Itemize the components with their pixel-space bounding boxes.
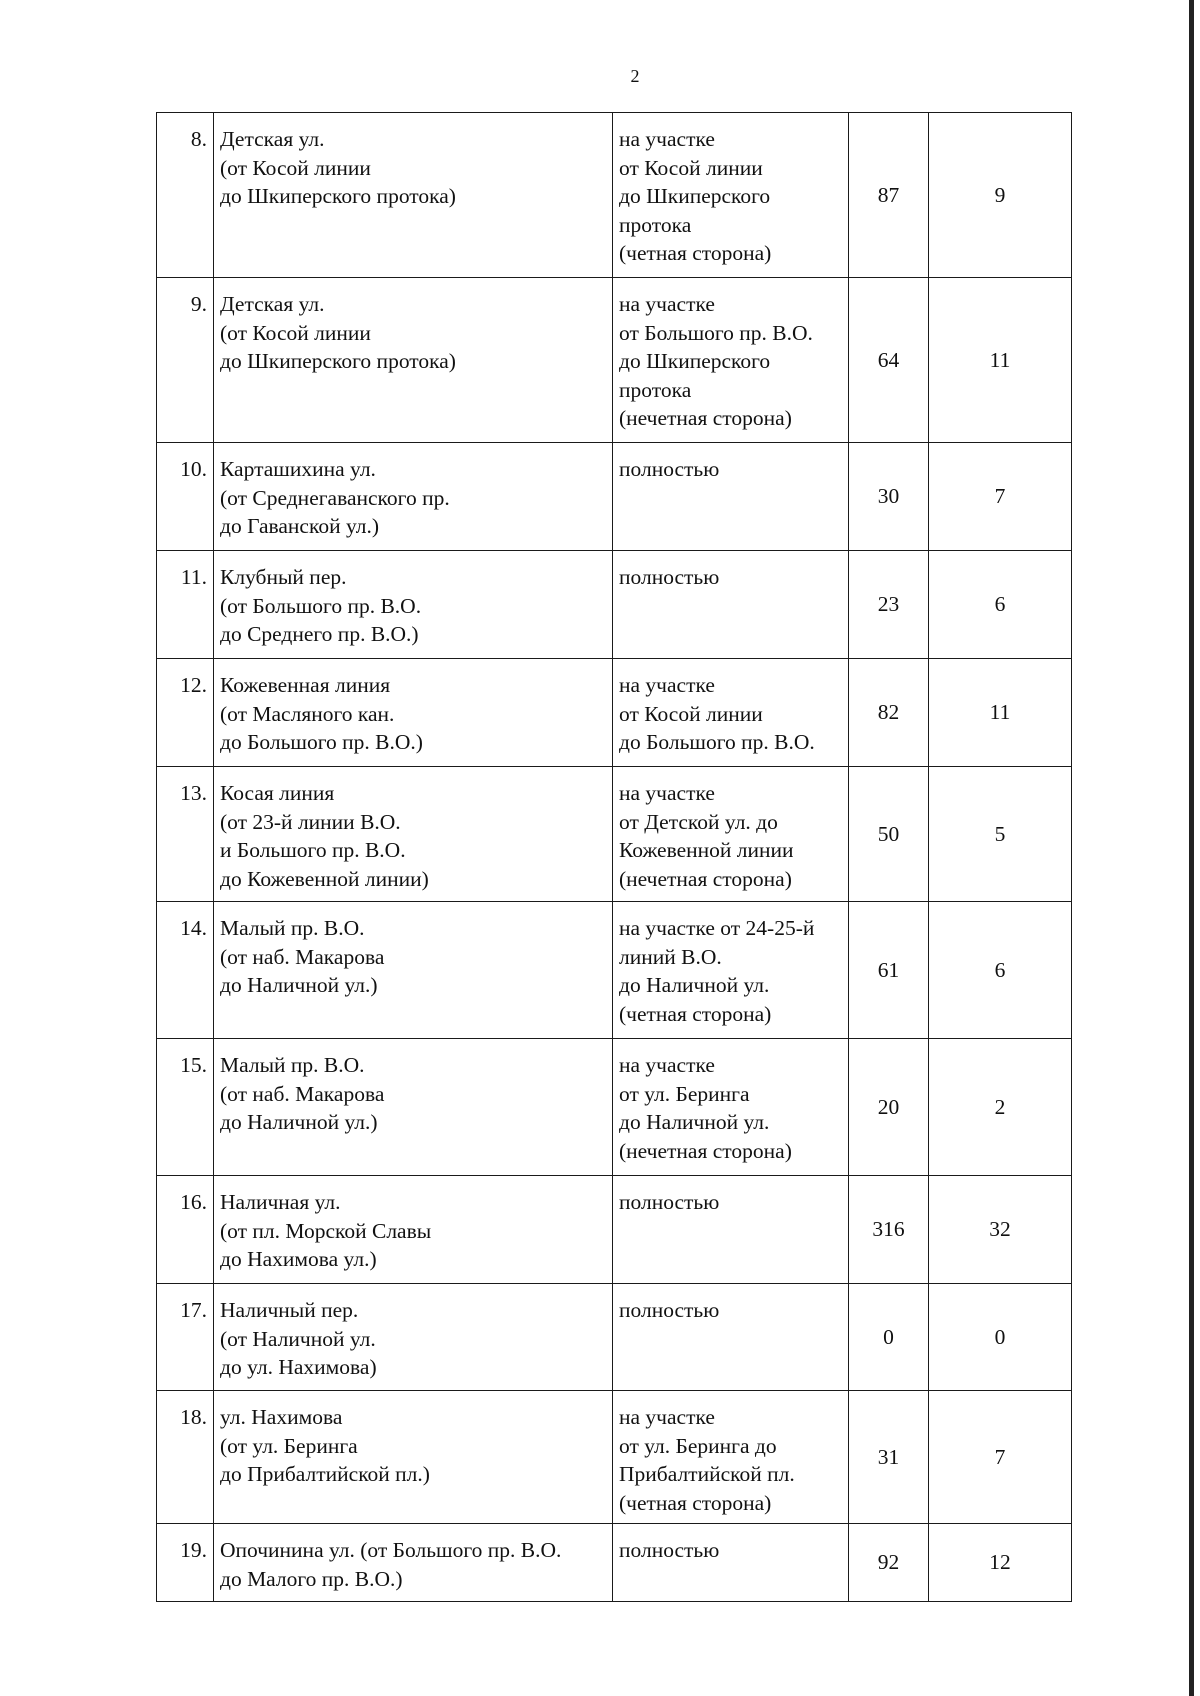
- value-cell-1: 61: [849, 902, 929, 1039]
- table-row: [157, 1284, 1072, 1391]
- section-line: на участке от 24-25-й: [619, 916, 815, 940]
- street-line: до Гаванской ул.): [220, 514, 380, 538]
- section-line: от Большого пр. В.О.: [619, 320, 813, 345]
- street-cell: [214, 278, 613, 443]
- street-line: Наличная ул.: [220, 1190, 341, 1214]
- street-line: (от Большого пр. В.О.: [220, 593, 422, 618]
- street-line: (от Среднегаванского пр.: [220, 485, 450, 510]
- street-line: Опочинина ул. (от Большого пр. В.О.: [220, 1538, 562, 1562]
- value-cell-1: 87: [849, 113, 929, 278]
- street-cell: [214, 659, 613, 767]
- street-line: до Среднего пр. В.О.): [220, 622, 419, 646]
- street-cell: [214, 1039, 613, 1176]
- street-line: Наличный пер.: [220, 1298, 359, 1322]
- street-line: (от Наличной ул.: [220, 1326, 376, 1351]
- value-cell-1: 64: [849, 278, 929, 443]
- street-line: Косая линия: [220, 781, 335, 805]
- street-line: Малый пр. В.О.: [220, 916, 365, 940]
- section-line: от Детской ул. до: [619, 809, 778, 834]
- street-line: (от наб. Макарова: [220, 944, 385, 969]
- section-line: Прибалтийской пл.: [619, 1462, 795, 1486]
- section-cell: [613, 1391, 849, 1524]
- section-line: (нечетная сторона): [619, 406, 792, 430]
- value-cell-1: 82: [849, 659, 929, 767]
- row-number: 9.: [157, 278, 214, 443]
- value-cell-2: 7: [929, 443, 1072, 551]
- section-line: до Большого пр. В.О.: [619, 730, 815, 754]
- table-row: [157, 1524, 1072, 1602]
- section-cell: [613, 1176, 849, 1284]
- section-cell: [613, 1284, 849, 1391]
- street-cell: [214, 1284, 613, 1391]
- section-cell: [613, 1524, 849, 1602]
- section-line: протока: [619, 377, 692, 402]
- street-line: до Наличной ул.): [220, 973, 378, 997]
- section-line: от ул. Беринга: [619, 1081, 750, 1106]
- value-cell-1: 92: [849, 1524, 929, 1602]
- section-line: на участке: [619, 781, 715, 805]
- value-cell-2: 2: [929, 1039, 1072, 1176]
- section-line: (нечетная сторона): [619, 1138, 792, 1163]
- section-cell: [613, 443, 849, 551]
- table-row: [157, 659, 1072, 767]
- row-number: 10.: [157, 443, 214, 551]
- section-cell: [613, 1039, 849, 1176]
- section-cell: [613, 551, 849, 659]
- streets-table: [156, 112, 1072, 1602]
- section-line: (нечетная сторона): [619, 866, 792, 891]
- value-cell-1: 316: [849, 1176, 929, 1284]
- street-cell: [214, 113, 613, 278]
- table-row: [157, 1176, 1072, 1284]
- section-line: на участке: [619, 1405, 715, 1429]
- value-cell-1: 0: [849, 1284, 929, 1391]
- section-line: полностью: [619, 565, 720, 589]
- value-cell-2: 6: [929, 551, 1072, 659]
- table-row: [157, 1391, 1072, 1524]
- row-number: 16.: [157, 1176, 214, 1284]
- page-number: 2: [630, 66, 640, 86]
- street-line: Карташихина ул.: [220, 457, 376, 481]
- table-row: [157, 1039, 1072, 1176]
- street-line: ул. Нахимова: [220, 1405, 343, 1429]
- street-line: Детская ул.: [220, 292, 325, 316]
- street-line: (от 23-й линии В.О.: [220, 809, 401, 834]
- table-row: [157, 902, 1072, 1039]
- value-cell-2: 12: [929, 1524, 1072, 1602]
- street-cell: [214, 1176, 613, 1284]
- street-cell: [214, 1391, 613, 1524]
- street-line: Кожевенная линия: [220, 673, 391, 697]
- table-row: [157, 278, 1072, 443]
- street-line: (от наб. Макарова: [220, 1081, 385, 1106]
- section-line: на участке: [619, 673, 715, 697]
- section-line: полностью: [619, 1538, 720, 1562]
- section-line: до Наличной ул.: [619, 973, 770, 997]
- section-line: (четная сторона): [619, 241, 772, 265]
- section-line: (четная сторона): [619, 1001, 772, 1026]
- section-cell: [613, 659, 849, 767]
- row-number: 17.: [157, 1284, 214, 1391]
- section-line: от Косой линии: [619, 701, 763, 726]
- street-cell: [214, 767, 613, 902]
- section-line: Кожевенной линии: [619, 838, 794, 862]
- section-line: (четная сторона): [619, 1490, 772, 1515]
- street-line: Малый пр. В.О.: [220, 1053, 365, 1077]
- street-cell: [214, 1524, 613, 1602]
- section-line: от ул. Беринга до: [619, 1433, 777, 1458]
- value-cell-1: 50: [849, 767, 929, 902]
- street-cell: [214, 443, 613, 551]
- street-line: Клубный пер.: [220, 565, 347, 589]
- section-cell: [613, 902, 849, 1039]
- street-line: Детская ул.: [220, 127, 325, 151]
- value-cell-1: 30: [849, 443, 929, 551]
- street-line: до Нахимова ул.): [220, 1247, 377, 1271]
- value-cell-2: 0: [929, 1284, 1072, 1391]
- value-cell-2: 5: [929, 767, 1072, 902]
- value-cell-2: 11: [929, 278, 1072, 443]
- section-cell: [613, 278, 849, 443]
- row-number: 19.: [157, 1524, 214, 1602]
- value-cell-1: 31: [849, 1391, 929, 1524]
- street-line: до Кожевенной линии): [220, 866, 429, 891]
- section-line: полностью: [619, 1190, 720, 1214]
- table-row: [157, 551, 1072, 659]
- row-number: 12.: [157, 659, 214, 767]
- value-cell-2: 6: [929, 902, 1072, 1039]
- section-line: протока: [619, 212, 692, 237]
- table-row: [157, 767, 1072, 902]
- section-cell: [613, 113, 849, 278]
- value-cell-2: 7: [929, 1391, 1072, 1524]
- section-line: на участке: [619, 1053, 715, 1077]
- street-line: до Прибалтийской пл.): [220, 1462, 430, 1486]
- street-line: (от Масляного кан.: [220, 701, 395, 726]
- street-line: до Шкиперского протока): [220, 349, 456, 373]
- street-cell: [214, 902, 613, 1039]
- value-cell-1: 23: [849, 551, 929, 659]
- section-line: до Шкиперского: [619, 184, 771, 208]
- row-number: 11.: [157, 551, 214, 659]
- section-cell: [613, 767, 849, 902]
- street-line: до Малого пр. В.О.): [220, 1566, 403, 1591]
- scan-edge-mark: [1186, 0, 1196, 1696]
- section-line: полностью: [619, 1298, 720, 1322]
- street-line: до Шкиперского протока): [220, 184, 456, 208]
- row-number: 15.: [157, 1039, 214, 1176]
- row-number: 8.: [157, 113, 214, 278]
- street-line: (от пл. Морской Славы: [220, 1218, 432, 1243]
- street-line: (от Косой линии: [220, 320, 371, 345]
- table-row: [157, 113, 1072, 278]
- section-line: от Косой линии: [619, 155, 763, 180]
- table-row: [157, 443, 1072, 551]
- value-cell-1: 20: [849, 1039, 929, 1176]
- value-cell-2: 11: [929, 659, 1072, 767]
- street-line: до Большого пр. В.О.): [220, 730, 423, 754]
- section-line: до Наличной ул.: [619, 1110, 770, 1134]
- street-line: и Большого пр. В.О.: [220, 838, 406, 862]
- row-number: 14.: [157, 902, 214, 1039]
- value-cell-2: 9: [929, 113, 1072, 278]
- value-cell-2: 32: [929, 1176, 1072, 1284]
- section-line: на участке: [619, 127, 715, 151]
- section-line: линий В.О.: [619, 944, 722, 969]
- section-line: на участке: [619, 292, 715, 316]
- row-number: 13.: [157, 767, 214, 902]
- street-line: (от ул. Беринга: [220, 1433, 358, 1458]
- section-line: полностью: [619, 457, 720, 481]
- street-line: до ул. Нахимова): [220, 1355, 377, 1379]
- street-line: до Наличной ул.): [220, 1110, 378, 1134]
- section-line: до Шкиперского: [619, 349, 771, 373]
- row-number: 18.: [157, 1391, 214, 1524]
- street-line: (от Косой линии: [220, 155, 371, 180]
- street-cell: [214, 551, 613, 659]
